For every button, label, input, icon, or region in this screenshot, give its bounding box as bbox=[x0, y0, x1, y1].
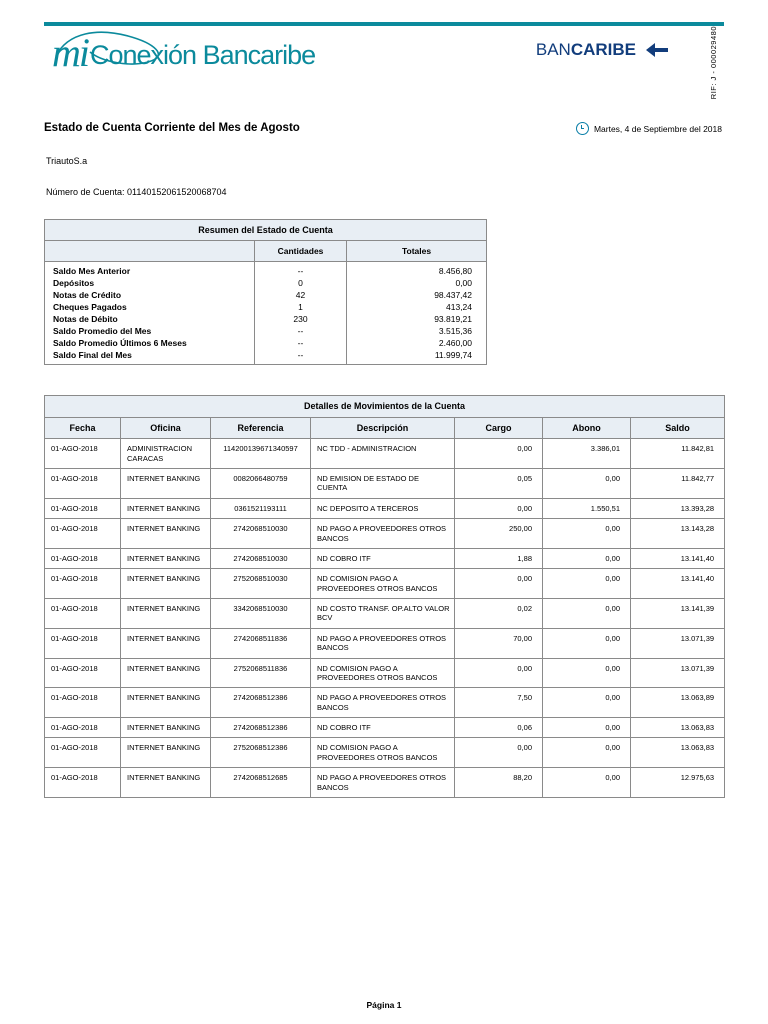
summary-total: 0,00 bbox=[347, 277, 487, 289]
summary-label: Notas de Crédito bbox=[45, 289, 255, 301]
cell-referencia: 2742068511836 bbox=[211, 628, 311, 658]
cell-fecha: 01-AGO-2018 bbox=[45, 658, 121, 688]
col-oficina: Oficina bbox=[121, 418, 211, 439]
brand-left: BAN bbox=[535, 40, 571, 59]
table-row bbox=[45, 768, 725, 798]
cell-fecha: 01-AGO-2018 bbox=[45, 718, 121, 738]
summary-banner: Resumen del Estado de Cuenta bbox=[45, 220, 487, 241]
summary-qty: -- bbox=[255, 262, 347, 278]
cell-fecha: 01-AGO-2018 bbox=[45, 439, 121, 469]
cell-referencia: 2742068510030 bbox=[211, 519, 311, 549]
cell-saldo: 13.063,83 bbox=[631, 738, 725, 768]
col-abono: Abono bbox=[543, 418, 631, 439]
summary-col-blank bbox=[45, 241, 255, 262]
cell-fecha: 01-AGO-2018 bbox=[45, 519, 121, 549]
summary-qty: 1 bbox=[255, 301, 347, 313]
account-holder: TriautoS.a bbox=[46, 156, 88, 166]
logo-text: Conexión Bancaribe bbox=[90, 40, 316, 70]
page-title: Estado de Cuenta Corriente del Mes de Agosto bbox=[44, 122, 300, 134]
account-number: Número de Cuenta: 01140152061520068704 bbox=[46, 187, 227, 197]
cell-abono: 3.386,01 bbox=[543, 439, 631, 469]
cell-descripcion: ND COSTO TRANSF. OP.ALTO VALOR BCV bbox=[311, 599, 455, 629]
summary-label: Notas de Débito bbox=[45, 313, 255, 325]
statement-date bbox=[576, 122, 722, 135]
cell-abono: 0,00 bbox=[543, 469, 631, 499]
cell-cargo: 0,02 bbox=[455, 599, 543, 629]
page-footer: Página 1 bbox=[366, 1000, 402, 1010]
cell-descripcion: ND COBRO ITF bbox=[311, 718, 455, 738]
summary-label: Saldo Mes Anterior bbox=[45, 262, 255, 278]
cell-descripcion: ND COMISION PAGO A PROVEEDORES OTROS BANCOS bbox=[311, 738, 455, 768]
cell-oficina: INTERNET BANKING bbox=[121, 519, 211, 549]
cell-oficina: INTERNET BANKING bbox=[121, 498, 211, 518]
cell-referencia: 2752068511836 bbox=[211, 658, 311, 688]
summary-row bbox=[45, 277, 487, 289]
table-row bbox=[45, 469, 725, 499]
summary-label: Depósitos bbox=[45, 277, 255, 289]
cell-saldo: 13.141,39 bbox=[631, 599, 725, 629]
cell-descripcion: ND COMISION PAGO A PROVEEDORES OTROS BANCOS bbox=[311, 569, 455, 599]
cell-oficina: INTERNET BANKING bbox=[121, 599, 211, 629]
cell-abono: 0,00 bbox=[543, 599, 631, 629]
cell-referencia: 2752068512386 bbox=[211, 738, 311, 768]
summary-qty: 230 bbox=[255, 313, 347, 325]
summary-qty: 42 bbox=[255, 289, 347, 301]
table-row bbox=[45, 628, 725, 658]
cell-fecha: 01-AGO-2018 bbox=[45, 738, 121, 768]
cell-saldo: 12.975,63 bbox=[631, 768, 725, 798]
brand-right: CARIBE bbox=[570, 40, 636, 59]
summary-header-row bbox=[45, 241, 487, 262]
table-row bbox=[45, 599, 725, 629]
cell-fecha: 01-AGO-2018 bbox=[45, 469, 121, 499]
summary-section bbox=[44, 219, 724, 365]
summary-total: 2.460,00 bbox=[347, 337, 487, 349]
cell-abono: 0,00 bbox=[543, 738, 631, 768]
summary-qty: -- bbox=[255, 349, 347, 365]
table-row bbox=[45, 738, 725, 768]
cell-cargo: 0,00 bbox=[455, 498, 543, 518]
summary-total: 8.456,80 bbox=[347, 262, 487, 278]
cell-saldo: 11.842,77 bbox=[631, 469, 725, 499]
cell-referencia: 0361521193111 bbox=[211, 498, 311, 518]
cell-referencia: 114200139671340597 bbox=[211, 439, 311, 469]
cell-oficina: INTERNET BANKING bbox=[121, 688, 211, 718]
cell-fecha: 01-AGO-2018 bbox=[45, 768, 121, 798]
table-row bbox=[45, 569, 725, 599]
cell-abono: 0,00 bbox=[543, 688, 631, 718]
cell-oficina: INTERNET BANKING bbox=[121, 718, 211, 738]
summary-qty: 0 bbox=[255, 277, 347, 289]
summary-total: 3.515,36 bbox=[347, 325, 487, 337]
cell-saldo: 13.143,28 bbox=[631, 519, 725, 549]
cell-oficina: INTERNET BANKING bbox=[121, 768, 211, 798]
col-cargo: Cargo bbox=[455, 418, 543, 439]
cell-fecha: 01-AGO-2018 bbox=[45, 599, 121, 629]
summary-row bbox=[45, 262, 487, 278]
cell-saldo: 13.063,83 bbox=[631, 718, 725, 738]
cell-referencia: 2742068512685 bbox=[211, 768, 311, 798]
document-header bbox=[44, 0, 724, 108]
col-descripcion: Descripción bbox=[311, 418, 455, 439]
cell-saldo: 13.071,39 bbox=[631, 658, 725, 688]
summary-row bbox=[45, 313, 487, 325]
cell-referencia: 2742068510030 bbox=[211, 548, 311, 568]
cell-abono: 0,00 bbox=[543, 519, 631, 549]
rif-number: RIF: J - 000029480 bbox=[709, 26, 718, 100]
cell-referencia: 0082066480759 bbox=[211, 469, 311, 499]
summary-label: Cheques Pagados bbox=[45, 301, 255, 313]
cell-descripcion: ND COMISION PAGO A PROVEEDORES OTROS BANCOS bbox=[311, 658, 455, 688]
summary-total: 93.819,21 bbox=[347, 313, 487, 325]
cell-fecha: 01-AGO-2018 bbox=[45, 628, 121, 658]
cell-saldo: 13.071,39 bbox=[631, 628, 725, 658]
cell-cargo: 0,00 bbox=[455, 658, 543, 688]
cell-oficina: INTERNET BANKING bbox=[121, 548, 211, 568]
table-row bbox=[45, 658, 725, 688]
cell-descripcion: ND PAGO A PROVEEDORES OTROS BANCOS bbox=[311, 768, 455, 798]
summary-row bbox=[45, 337, 487, 349]
cell-abono: 0,00 bbox=[543, 768, 631, 798]
summary-label: Saldo Final del Mes bbox=[45, 349, 255, 365]
summary-qty: -- bbox=[255, 337, 347, 349]
cell-descripcion: ND PAGO A PROVEEDORES OTROS BANCOS bbox=[311, 628, 455, 658]
cell-abono: 0,00 bbox=[543, 569, 631, 599]
movements-body bbox=[45, 439, 725, 798]
cell-cargo: 70,00 bbox=[455, 628, 543, 658]
cell-oficina: INTERNET BANKING bbox=[121, 738, 211, 768]
cell-descripcion: NC DEPOSITO A TERCEROS bbox=[311, 498, 455, 518]
table-row bbox=[45, 548, 725, 568]
summary-row bbox=[45, 289, 487, 301]
cell-saldo: 13.141,40 bbox=[631, 548, 725, 568]
cell-oficina: INTERNET BANKING bbox=[121, 569, 211, 599]
cell-fecha: 01-AGO-2018 bbox=[45, 548, 121, 568]
cell-cargo: 0,05 bbox=[455, 469, 543, 499]
cell-abono: 0,00 bbox=[543, 628, 631, 658]
cell-descripcion: ND COBRO ITF bbox=[311, 548, 455, 568]
cell-cargo: 7,50 bbox=[455, 688, 543, 718]
cell-cargo: 88,20 bbox=[455, 768, 543, 798]
cell-abono: 0,00 bbox=[543, 718, 631, 738]
cell-cargo: 0,00 bbox=[455, 738, 543, 768]
cell-descripcion: ND EMISION DE ESTADO DE CUENTA bbox=[311, 469, 455, 499]
detail-banner: Detalles de Movimientos de la Cuenta bbox=[45, 396, 725, 418]
cell-fecha: 01-AGO-2018 bbox=[45, 498, 121, 518]
summary-total: 413,24 bbox=[347, 301, 487, 313]
table-row bbox=[45, 688, 725, 718]
table-row bbox=[45, 498, 725, 518]
table-row bbox=[45, 519, 725, 549]
table-row bbox=[45, 439, 725, 469]
summary-table bbox=[44, 219, 487, 365]
summary-row bbox=[45, 301, 487, 313]
cell-abono: 0,00 bbox=[543, 548, 631, 568]
cell-cargo: 250,00 bbox=[455, 519, 543, 549]
cell-saldo: 13.141,40 bbox=[631, 569, 725, 599]
cell-oficina: INTERNET BANKING bbox=[121, 469, 211, 499]
movements-table bbox=[44, 395, 725, 798]
cell-referencia: 2752068510030 bbox=[211, 569, 311, 599]
summary-col-totales: Totales bbox=[347, 241, 487, 262]
col-referencia: Referencia bbox=[211, 418, 311, 439]
summary-col-cantidades: Cantidades bbox=[255, 241, 347, 262]
cell-saldo: 13.393,28 bbox=[631, 498, 725, 518]
bancaribe-logo-icon bbox=[644, 41, 670, 59]
table-row bbox=[45, 718, 725, 738]
detail-section bbox=[44, 395, 724, 798]
cell-referencia: 3342068510030 bbox=[211, 599, 311, 629]
cell-abono: 0,00 bbox=[543, 658, 631, 688]
cell-descripcion: ND PAGO A PROVEEDORES OTROS BANCOS bbox=[311, 688, 455, 718]
bancaribe-brand bbox=[536, 40, 670, 60]
cell-cargo: 0,06 bbox=[455, 718, 543, 738]
cell-saldo: 13.063,89 bbox=[631, 688, 725, 718]
cell-cargo: 0,00 bbox=[455, 569, 543, 599]
summary-qty: -- bbox=[255, 325, 347, 337]
cell-saldo: 11.842,81 bbox=[631, 439, 725, 469]
cell-referencia: 2742068512386 bbox=[211, 688, 311, 718]
summary-row bbox=[45, 325, 487, 337]
cell-oficina: INTERNET BANKING bbox=[121, 628, 211, 658]
cell-oficina: ADMINISTRACION CARACAS bbox=[121, 439, 211, 469]
summary-total: 98.437,42 bbox=[347, 289, 487, 301]
summary-row bbox=[45, 349, 487, 365]
summary-label: Saldo Promedio Últimos 6 Meses bbox=[45, 337, 255, 349]
cell-cargo: 1,88 bbox=[455, 548, 543, 568]
summary-total: 11.999,74 bbox=[347, 349, 487, 365]
col-saldo: Saldo bbox=[631, 418, 725, 439]
statement-date-text: Martes, 4 de Septiembre del 2018 bbox=[593, 123, 722, 134]
cell-referencia: 2742068512386 bbox=[211, 718, 311, 738]
summary-banner-row bbox=[45, 220, 487, 241]
detail-header-row bbox=[45, 418, 725, 439]
detail-banner-row bbox=[45, 396, 725, 418]
cell-fecha: 01-AGO-2018 bbox=[45, 688, 121, 718]
cell-abono: 1.550,51 bbox=[543, 498, 631, 518]
clock-icon bbox=[576, 122, 589, 135]
logo-prefix: mi bbox=[52, 30, 88, 75]
brand-wordmark bbox=[536, 40, 636, 60]
cell-fecha: 01-AGO-2018 bbox=[45, 569, 121, 599]
cell-descripcion: ND PAGO A PROVEEDORES OTROS BANCOS bbox=[311, 519, 455, 549]
cell-oficina: INTERNET BANKING bbox=[121, 658, 211, 688]
col-fecha: Fecha bbox=[45, 418, 121, 439]
swoosh-decoration bbox=[50, 26, 240, 75]
cell-cargo: 0,00 bbox=[455, 439, 543, 469]
cell-descripcion: NC TDD - ADMINISTRACION bbox=[311, 439, 455, 469]
summary-label: Saldo Promedio del Mes bbox=[45, 325, 255, 337]
